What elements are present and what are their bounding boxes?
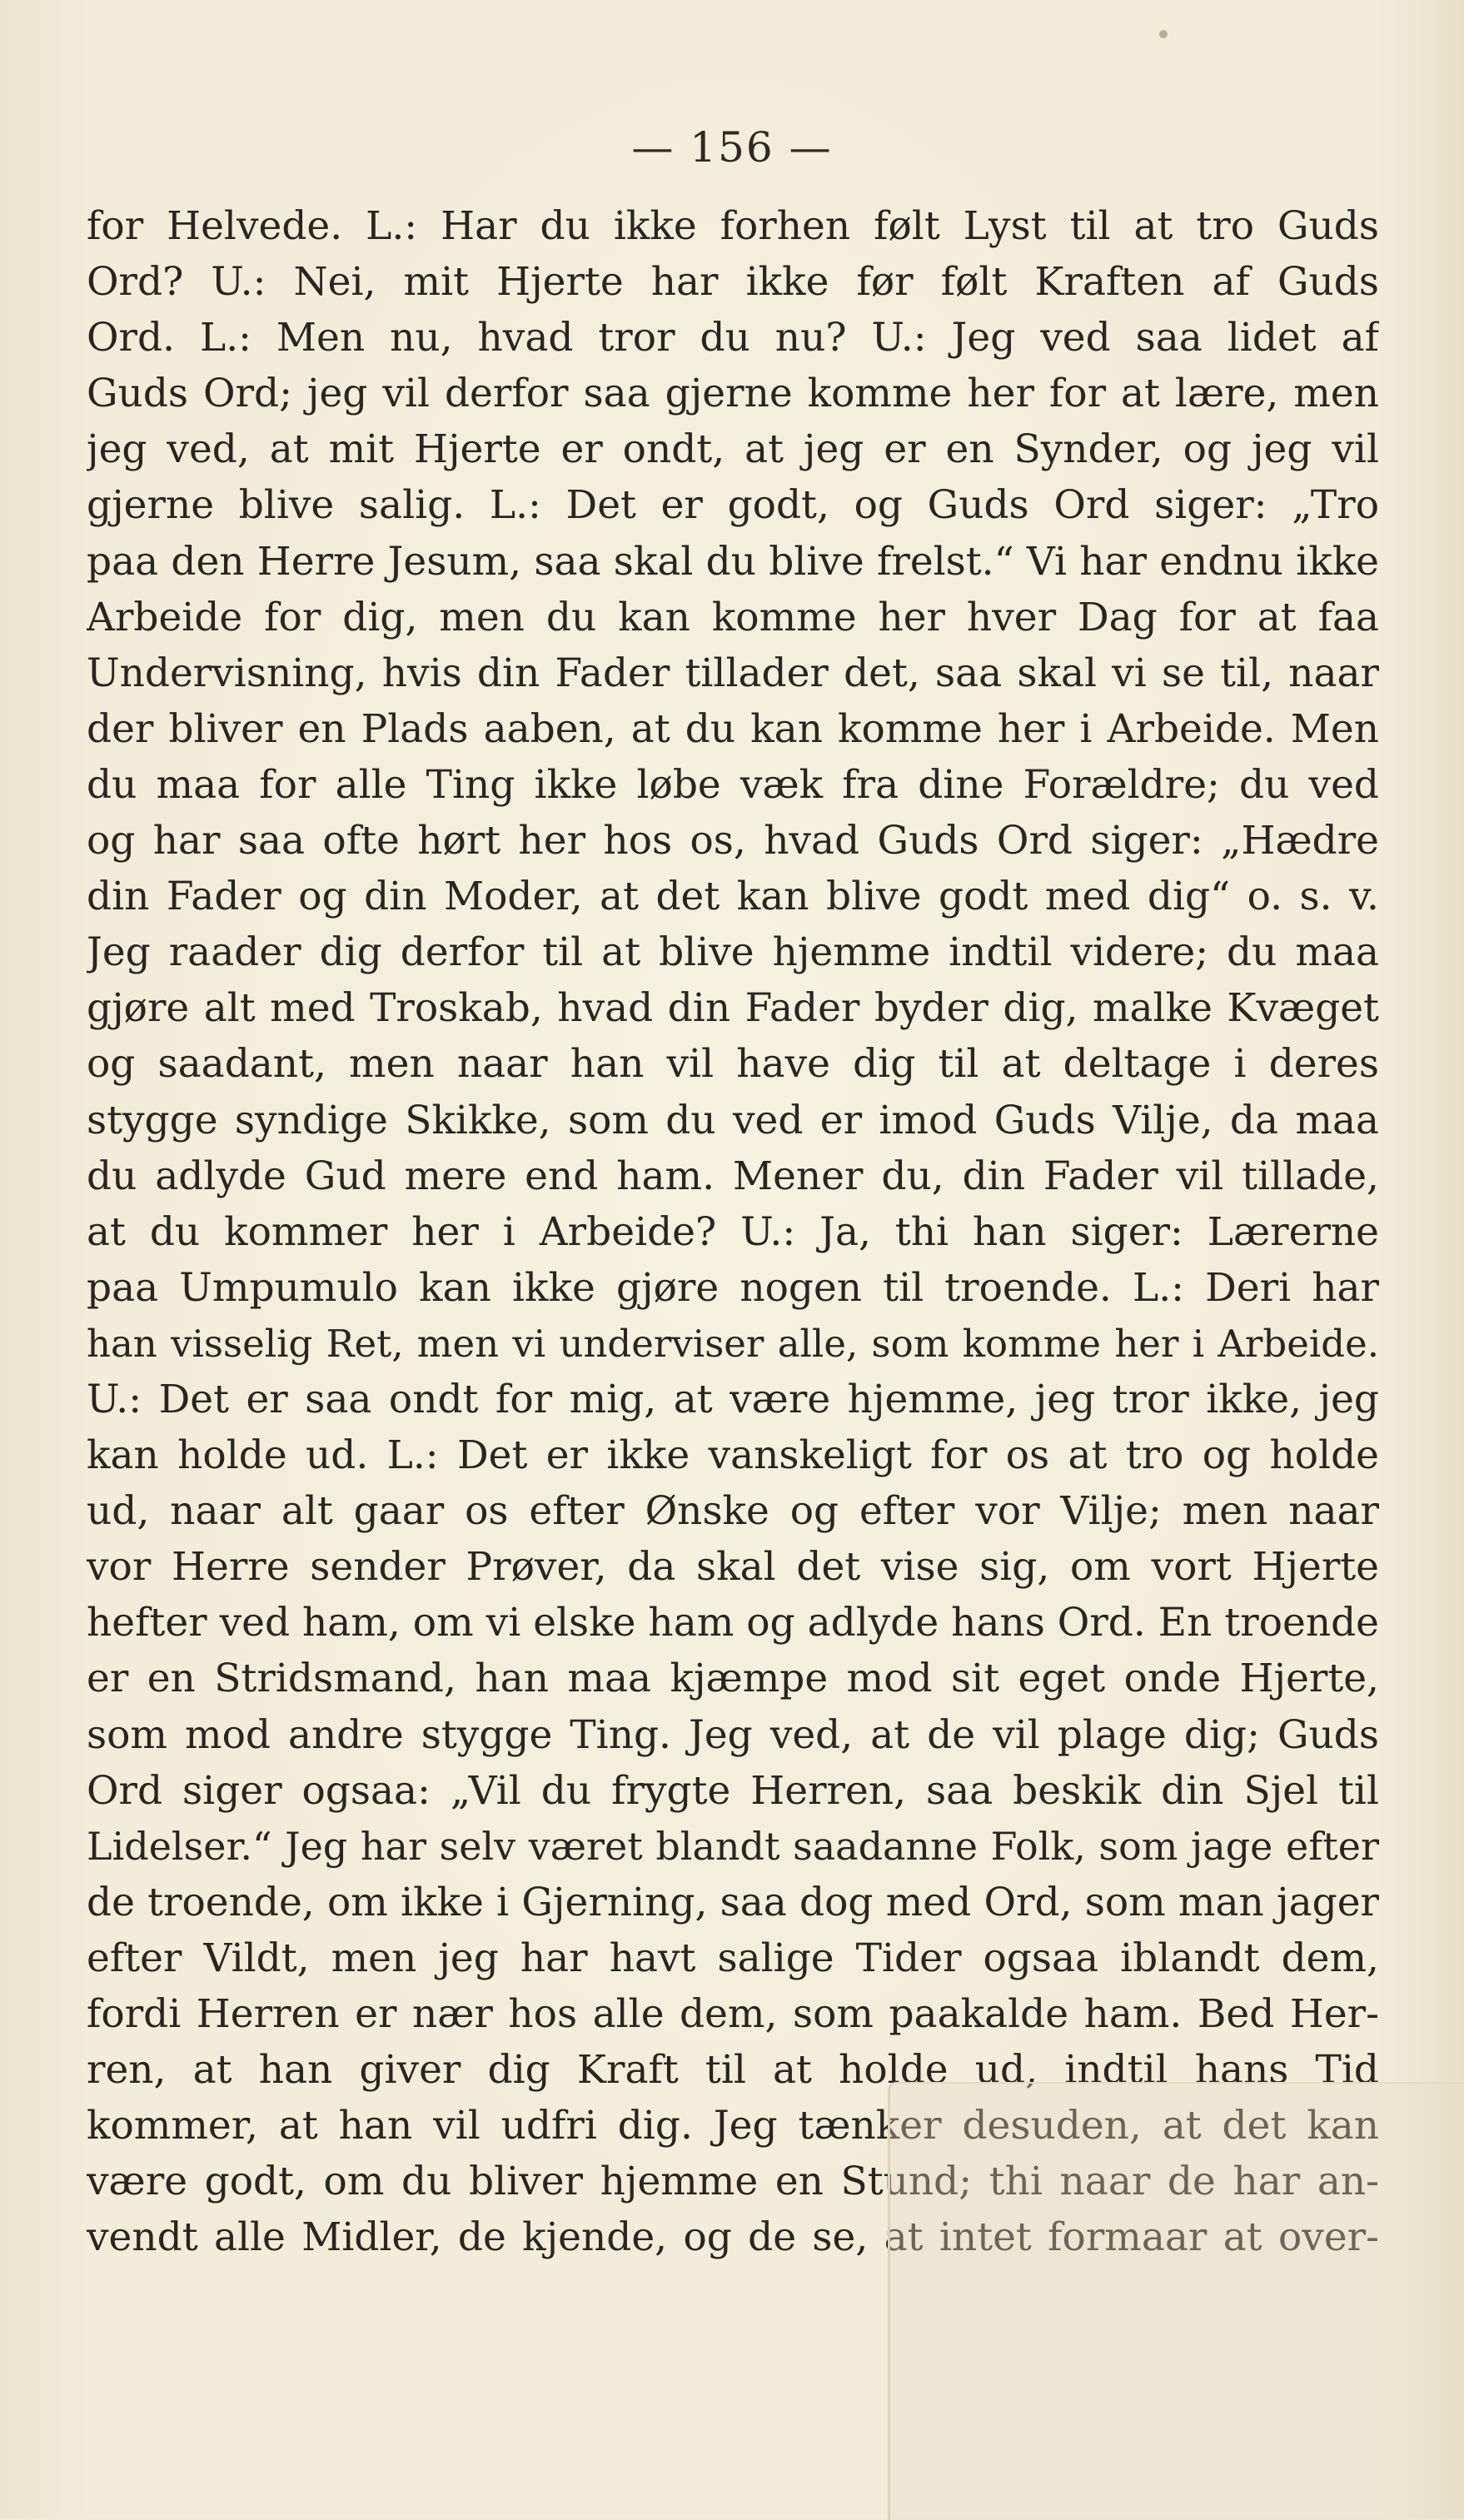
text-line: Guds Ord; jeg vil derfor saa gjerne komme her for at lære, men — [87, 371, 1379, 417]
text-line: vendt alle Midler, de kjende, og de se, at intet formaar at over- — [87, 2214, 1379, 2261]
text-line: ud, naar alt gaar os efter Ønske og efter vor Vilje; men naar — [87, 1488, 1379, 1535]
text-line: paa Umpumulo kan ikke gjøre nogen til troende. L.: Deri har — [87, 1264, 1379, 1311]
text-line: ren, at han giver dig Kraft til at holde ud, indtil hans Tid — [87, 2047, 1379, 2094]
text-line: og saadant, men naar han vil have dig til at deltage i deres — [87, 1041, 1379, 1088]
text-line: vor Herre sender Prøver, da skal det vise sig, om vort Hjerte — [87, 1544, 1379, 1591]
text-line: fordi Herren er nær hos alle dem, som paakalde ham. Bed Her- — [87, 1991, 1379, 2037]
text-line: de troende, om ikke i Gjerning, saa dog med Ord, som man jager — [87, 1879, 1379, 1925]
text-line: Ord. L.: Men nu, hvad tror du nu? U.: Jeg ved saa lidet af — [87, 315, 1379, 361]
text-line: din Fader og din Moder, at det kan blive godt med dig“ o. s. v. — [87, 874, 1379, 920]
text-line: efter Vildt, men jeg har havt salige Tider ogsaa iblandt dem, — [87, 1935, 1379, 1981]
text-line: Ord? U.: Nei, mit Hjerte har ikke før følt Kraften af Guds — [87, 259, 1379, 306]
text-line: være godt, om du bliver hjemme en Stund; thi naar de har an- — [87, 2159, 1379, 2205]
ink-speck — [1159, 30, 1168, 38]
text-line: hefter ved ham, om vi elske ham og adlyde hans Ord. En troende — [87, 1600, 1379, 1646]
text-line: du maa for alle Ting ikke løbe væk fra dine Forældre; du ved — [87, 761, 1379, 808]
text-line: som mod andre stygge Ting. Jeg ved, at de vil plage dig; Guds — [87, 1711, 1379, 1758]
text-line: U.: Det er saa ondt for mig, at være hjemme, jeg tror ikke, jeg — [87, 1376, 1379, 1422]
text-line: jeg ved, at mit Hjerte er ondt, at jeg er en Synder, og jeg vil — [87, 426, 1379, 473]
text-line: kan holde ud. L.: Det er ikke vanskeligt for os at tro og holde — [87, 1432, 1379, 1479]
page-number: — 156 — — [631, 123, 833, 172]
text-line: han visselig Ret, men vi underviser alle, som komme her i Arbeide. — [87, 1321, 1379, 1366]
book-board-edge — [888, 2082, 1464, 2520]
text-line: Arbeide for dig, men du kan komme her hver Dag for at faa — [87, 594, 1379, 640]
text-line: gjøre alt med Troskab, hvad din Fader byder dig, malke Kvæget — [87, 985, 1379, 1032]
text-line: Jeg raader dig derfor til at blive hjemme indtil videre; du maa — [87, 929, 1379, 976]
text-line: for Helvede. L.: Har du ikke forhen følt Lyst til at tro Guds — [87, 203, 1379, 249]
text-line: der bliver en Plads aaben, at du kan komme her i Arbeide. Men — [87, 705, 1379, 752]
text-line: og har saa ofte hørt her hos os, hvad Guds Ord siger: „Hædre — [87, 818, 1379, 864]
text-line: Undervisning, hvis din Fader tillader det, saa skal vi se til, naar — [87, 650, 1379, 696]
text-line: er en Stridsmand, han maa kjæmpe mod sit eget onde Hjerte, — [87, 1656, 1379, 1702]
text-line: Lidelser.“ Jeg har selv været blandt saadanne Folk, som jage efter — [87, 1823, 1379, 1869]
text-line: gjerne blive salig. L.: Det er godt, og Guds Ord siger: „Tro — [87, 482, 1379, 529]
text-line: stygge syndige Skikke, som du ved er imod Guds Vilje, da maa — [87, 1097, 1379, 1143]
text-line: du adlyde Gud mere end ham. Mener du, din Fader vil tillade, — [87, 1153, 1379, 1199]
text-line: kommer, at han vil udfri dig. Jeg tænker desuden, at det kan — [87, 2103, 1379, 2149]
text-line: at du kommer her i Arbeide? U.: Ja, thi han siger: Lærerne — [87, 1208, 1379, 1255]
text-line: paa den Herre Jesum, saa skal du blive frelst.“ Vi har endnu ikke — [87, 538, 1379, 585]
body-text — [87, 198, 1379, 2265]
text-line: Ord siger ogsaa: „Vil du frygte Herren, saa beskik din Sjel til — [87, 1767, 1379, 1814]
